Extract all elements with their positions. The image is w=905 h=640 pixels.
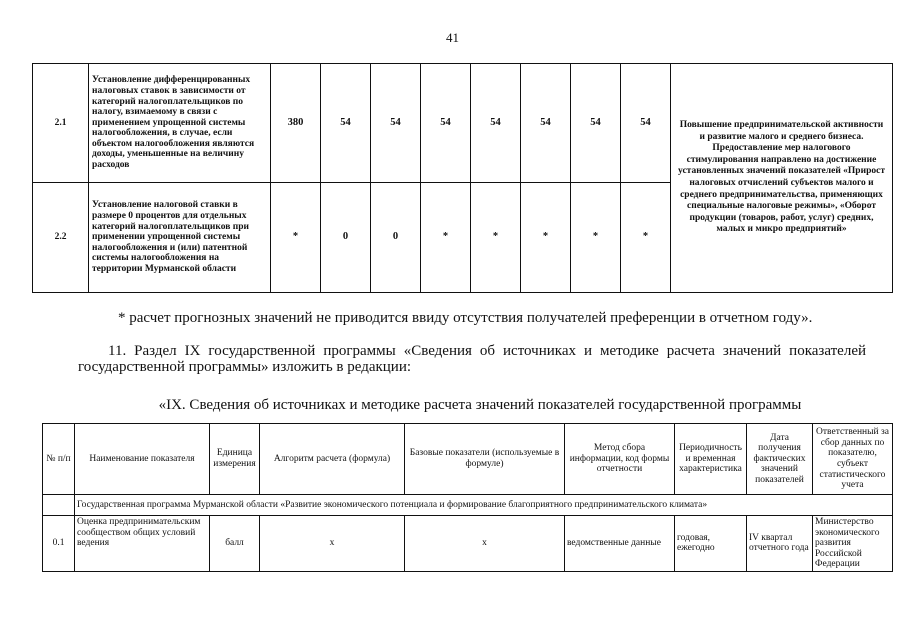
indicators-table [42,423,893,572]
value-cell: 54 [371,64,421,183]
row-number: 2.2 [33,183,89,293]
column-header: Базовые показатели (используемые в формуле) [405,424,565,495]
unit-cell: балл [210,516,260,572]
algorithm-cell: x [260,516,405,572]
date-cell: IV квартал отчетного года [747,516,813,572]
footnote: * расчет прогнозных значений не приводится ввиду отсутствия получателей преференции в отчетном году». [118,310,813,326]
table-row [43,516,893,572]
responsible-cell: Министерство экономического развития Российской Федерации [813,516,893,572]
column-header: № п/п [43,424,75,495]
amendment-paragraph [78,343,866,375]
value-cell: 54 [571,64,621,183]
paragraph-text: 11. Раздел IX государственной программы «Сведения об источниках и методике расчета значений показателей государственной программы» изложить в редакции: [78,343,866,375]
value-cell: * [521,183,571,293]
value-cell: 54 [621,64,671,183]
section-heading: «IX. Сведения об источниках и методике расчета значений показателей государственной программы [158,397,802,413]
method-cell: ведомственные данные [565,516,675,572]
row-number: 2.1 [33,64,89,183]
header-row [43,424,893,495]
value-cell: 54 [471,64,521,183]
value-cell: * [471,183,521,293]
value-cell: * [571,183,621,293]
value-cell: * [621,183,671,293]
value-cell: * [421,183,471,293]
preferences-table [32,63,893,293]
column-header: Метод сбора информации, код формы отчетности [565,424,675,495]
empty-cell [43,495,75,516]
value-cell: 54 [421,64,471,183]
value-cell: * [271,183,321,293]
value-cell: 54 [521,64,571,183]
measure-name: Установление налоговой ставки в размере 0 процентов для отдельных категорий налогоплательщиков при применении упрощенной системы налогообложения и (или) патентной системы налогообложения на территории Мурманской области [89,183,271,293]
value-cell: 380 [271,64,321,183]
column-header: Единица измерения [210,424,260,495]
column-header: Алгоритм расчета (формула) [260,424,405,495]
column-header: Дата получения фактических значений показателей [747,424,813,495]
base-indicators-cell: x [405,516,565,572]
program-title: Государственная программа Мурманской области «Развитие экономического потенциала и формирование благоприятного предпринимательского климата» [75,495,893,516]
value-cell: 0 [321,183,371,293]
measure-name: Установление дифференцированных налоговых ставок в зависимости от категорий налогоплательщиков по налогу, взимаемому в связи с применением упрощенной системы налогообложения, в случае, если объектом налогообложения являются доходы, уменьшенные на величину расходов [89,64,271,183]
value-cell: 54 [321,64,371,183]
result-description: Повышение предпринимательской активности и развитие малого и среднего бизнеса. Предоставление мер налогового стимулирования направлено на достижение установленных значений показателей «Прирост налоговых отчислений субъектов малого и среднего предпринимательства, применяющих специальные налоговые режимы», «Оборот продукции (товаров, работ, услуг) средних, малых и микро предприятий» [671,64,893,293]
value-cell: 0 [371,183,421,293]
table-row [33,64,893,183]
column-header: Периодичность и временная характеристика [675,424,747,495]
periodicity-cell: годовая, ежегодно [675,516,747,572]
row-number: 0.1 [43,516,75,572]
column-header: Наименование показателя [75,424,210,495]
indicator-name: Оценка предпринимательским сообществом общих условий ведения [75,516,210,572]
page-number: 41 [446,30,459,45]
program-row [43,495,893,516]
column-header: Ответственный за сбор данных по показателю, субъект статистического учета [813,424,893,495]
